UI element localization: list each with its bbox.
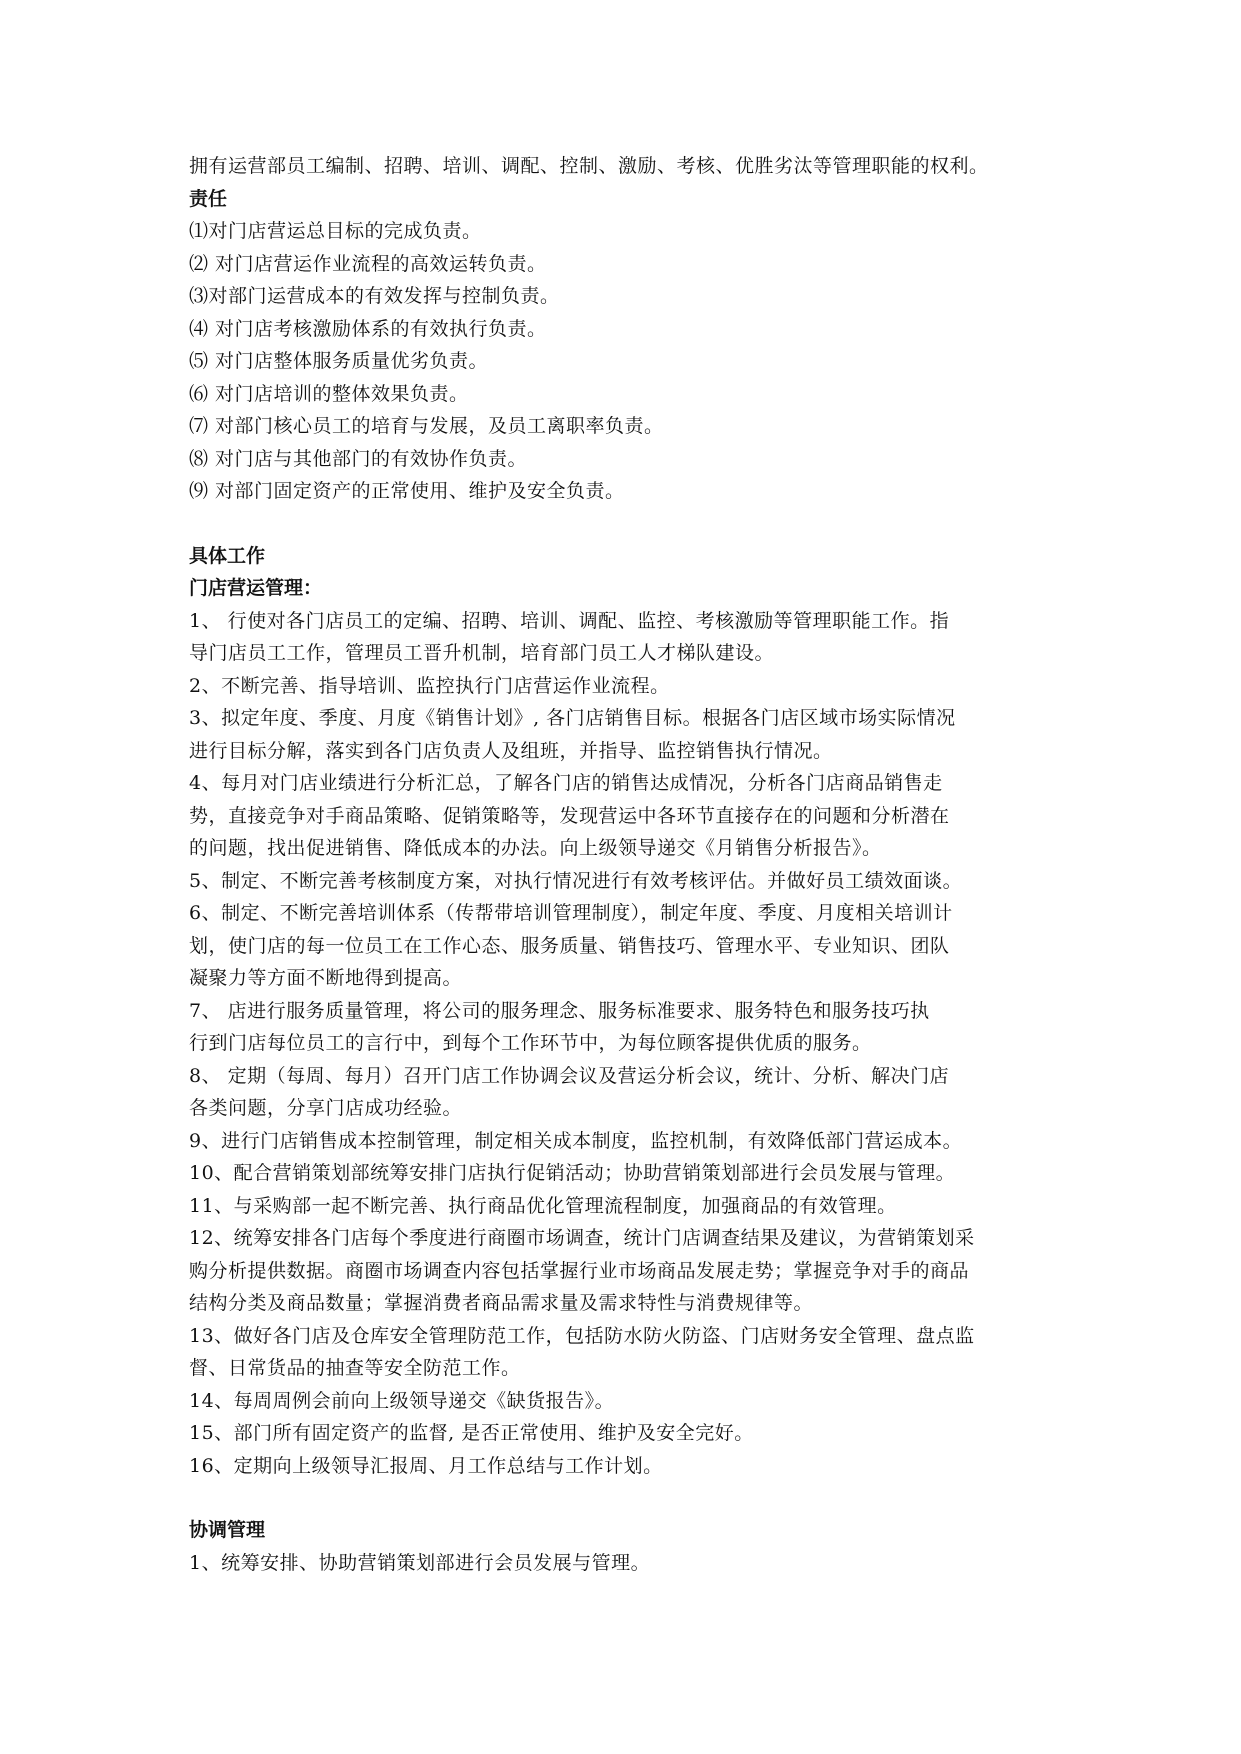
work-line: 导门店员工工作，管理员工晋升机制，培育部门员工人才梯队建设。 — [189, 642, 775, 664]
responsibility-item: ⑹ 对门店培训的整体效果负责。 — [189, 382, 469, 405]
work-line: 11、与采购部一起不断完善、执行商品优化管理流程制度，加强商品的有效管理。 — [189, 1194, 897, 1217]
work-line: 督、日常货品的抽查等安全防范工作。 — [189, 1357, 521, 1379]
work-line: 15、部门所有固定资产的监督, 是否正常使用、维护及安全完好。 — [189, 1422, 754, 1444]
work-line: 势，直接竞争对手商品策略、促销策略等，发现营运中各环节直接存在的问题和分析潜在 — [189, 804, 950, 827]
work-line: 2、不断完善、指导培训、监控执行门店营运作业流程。 — [189, 674, 670, 697]
intro-text: 拥有运营部员工编制、招聘、培训、调配、控制、激励、考核、优胜劣汰等管理职能的权利。 — [189, 155, 989, 177]
section-spacer — [189, 508, 1069, 540]
responsibility-item: ⑼ 对部门固定资产的正常使用、维护及安全负责。 — [189, 480, 625, 502]
work-line: 购分析提供数据。商圈市场调查内容包括掌握行业市场商品发展走势；掌握竞争对手的商品 — [189, 1259, 970, 1282]
work-line: 9、进行门店销售成本控制管理，制定相关成本制度，监控机制，有效降低部门营运成本。 — [189, 1129, 963, 1152]
work-line: 凝聚力等方面不断地得到提高。 — [189, 967, 463, 989]
responsibility-item: ⑶对部门运营成本的有效发挥与控制负责。 — [189, 285, 560, 307]
work-line: 7、 店进行服务质量管理，将公司的服务理念、服务标准要求、服务特色和服务技巧执 — [189, 999, 930, 1022]
work-line: 10、配合营销策划部统筹安排门店执行促销活动；协助营销策划部进行会员发展与管理。 — [189, 1162, 956, 1184]
work-line: 的问题，找出促进销售、降低成本的办法。向上级领导递交《月销售分析报告》。 — [189, 837, 882, 859]
responsibility-item: ⑸ 对门店整体服务质量优劣负责。 — [189, 350, 489, 372]
coordination-heading: 协调管理 — [189, 1519, 266, 1541]
document-body — [189, 150, 1069, 1579]
responsibility-item: ⑷ 对门店考核激励体系的有效执行负责。 — [189, 317, 547, 340]
work-line: 结构分类及商品数量；掌握消费者商品需求量及需求特性与消费规律等。 — [189, 1292, 814, 1314]
coordination-line: 1、统筹安排、协助营销策划部进行会员发展与管理。 — [189, 1551, 651, 1574]
section-spacer — [189, 1482, 1069, 1514]
work-line: 行到门店每位员工的言行中，到每个工作环节中，为每位顾客提供优质的服务。 — [189, 1032, 872, 1054]
work-line: 13、做好各门店及仓库安全管理防范工作，包括防水防火防盗、门店财务安全管理、盘点监 — [189, 1324, 975, 1347]
work-line: 16、定期向上级领导汇报周、月工作总结与工作计划。 — [189, 1454, 663, 1477]
responsibility-list — [189, 215, 1069, 508]
work-heading: 具体工作 — [189, 544, 266, 567]
responsibility-heading: 责任 — [189, 187, 228, 210]
work-lines — [189, 605, 1069, 1483]
work-line: 进行目标分解，落实到各门店负责人及组班，并指导、监控销售执行情况。 — [189, 739, 833, 762]
work-line: 14、每周周例会前向上级领导递交《缺货报告》。 — [189, 1389, 615, 1412]
responsibility-item: ⑻ 对门店与其他部门的有效协作负责。 — [189, 447, 528, 470]
work-line: 3、拟定年度、季度、月度《销售计划》, 各门店销售目标。根据各门店区域市场实际情况 — [189, 707, 956, 729]
work-line: 5、制定、不断完善考核制度方案，对执行情况进行有效考核评估。并做好员工绩效面谈。 — [189, 869, 963, 892]
work-line: 4、每月对门店业绩进行分析汇总，了解各门店的销售达成情况，分析各门店商品销售走 — [189, 772, 943, 794]
work-line: 12、统筹安排各门店每个季度进行商圈市场调查，统计门店调查结果及建议，为营销策划采 — [189, 1227, 975, 1249]
work-line: 各类问题，分享门店成功经验。 — [189, 1097, 463, 1119]
work-line: 8、 定期（每周、每月）召开门店工作协调会议及营运分析会议，统计、分析、解决门店 — [189, 1064, 950, 1087]
coordination-lines — [189, 1547, 1069, 1580]
work-line: 6、制定、不断完善培训体系（传帮带培训管理制度），制定年度、季度、月度相关培训计 — [189, 902, 953, 924]
responsibility-item: ⑺ 对部门核心员工的培育与发展，及员工离职率负责。 — [189, 415, 664, 437]
store-operations-subheading: 门店营运管理： — [189, 577, 323, 599]
responsibility-item: ⑴对门店营运总目标的完成负责。 — [189, 220, 482, 242]
work-line: 1、 行使对各门店员工的定编、招聘、培训、调配、监控、考核激励等管理职能工作。指 — [189, 609, 950, 632]
work-line: 划，使门店的每一位员工在工作心态、服务质量、销售技巧、管理水平、专业知识、团队 — [189, 934, 950, 957]
responsibility-item: ⑵ 对门店营运作业流程的高效运转负责。 — [189, 252, 547, 275]
